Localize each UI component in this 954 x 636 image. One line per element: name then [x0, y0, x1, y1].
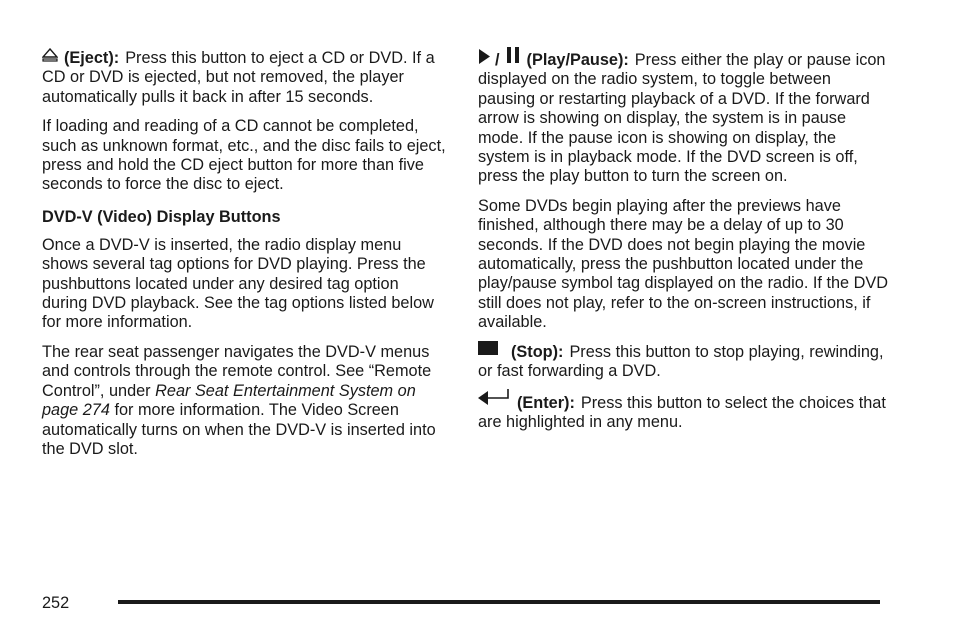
previews-paragraph: Some DVDs begin playing after the previews have finished, although there may be a delay of up to 30 seconds. If the DVD does not begin playing the movie automatically, press the pushbutton located under the play/pause symbol tag displayed on the radio. If the DVD still does not play, refer to the on-screen instructions, if available.: [478, 196, 888, 332]
play-pause-label: (Play/Pause):: [526, 51, 629, 69]
eject-label: (Eject):: [64, 49, 120, 67]
enter-icon: [478, 392, 511, 408]
dvd-paragraph-2-b: for more information. The Video Screen automatically turns on when the DVD-V is inserted into the DVD slot.: [42, 401, 436, 458]
dvd-paragraph-1: Once a DVD-V is inserted, the radio display menu shows several tag options for DVD playing. Press the pushbuttons located under any desired tag option during DVD playback. See the tag options listed below for more information.: [42, 235, 434, 332]
left-column: [42, 49, 447, 469]
stop-label: (Stop):: [511, 342, 564, 361]
eject-icon: [42, 49, 58, 63]
eject-paragraph: [42, 49, 447, 107]
stop-icon: [478, 343, 498, 357]
play-pause-separator: /: [495, 51, 500, 69]
play-icon: [478, 50, 491, 65]
enter-text: Press this button to select the choices that are highlighted in any menu.: [478, 393, 886, 431]
enter-label: (Enter):: [517, 393, 575, 412]
eject-note: If loading and reading of a CD cannot be completed, such as unknown format, etc., and the disc fails to eject, press and hold the CD eject button for more than five seconds to force the disc to eject.: [42, 117, 446, 194]
eject-text: Press this button to eject a CD or DVD. If a CD or DVD is ejected, but not removed, the player automatically pulls it back in after 15 seconds.: [42, 49, 435, 106]
pause-icon: [506, 49, 520, 65]
page-number: 252: [42, 594, 70, 612]
play-pause-paragraph: [478, 49, 888, 187]
dvd-paragraph-2: [42, 343, 447, 459]
stop-paragraph: [478, 343, 888, 382]
right-column: [478, 49, 888, 442]
play-pause-text: Press either the play or pause icon displayed on the radio system, to toggle between pausing or restarting playback of a DVD. If the forward arrow is showing on display, the system is in pause mode. If the pause icon is showing on display, the system is in playback mode. If the DVD screen is off, press the play button to turn the screen on.: [478, 51, 886, 186]
footer-rule: [118, 600, 880, 604]
section-heading: DVD-V (Video) Display Buttons: [42, 207, 281, 226]
stop-text: Press this button to stop playing, rewinding, or fast forwarding a DVD.: [478, 342, 884, 381]
enter-paragraph: [478, 392, 888, 433]
cross-reference: Rear Seat Entertainment System on page 274: [42, 381, 416, 420]
dvd-paragraph-2-a: The rear seat passenger navigates the DVD-V menus and controls through the remote control. See “Remote Control”, under: [42, 342, 432, 400]
